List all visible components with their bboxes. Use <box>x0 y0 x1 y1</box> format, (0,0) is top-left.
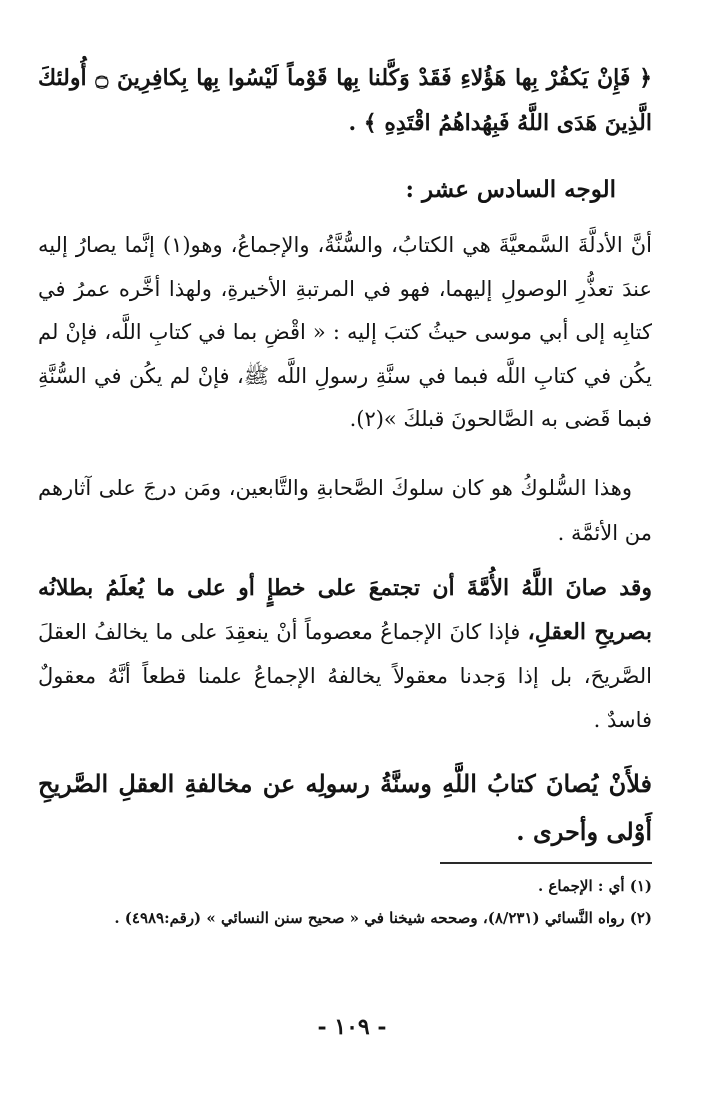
footnote-divider <box>440 862 652 864</box>
paragraph-evidence-order: أنَّ الأدلَّةَ السَّمعيَّةَ هي الكتابُ، والسُّنَّةُ، والإجماعُ، وهو(١) إنَّما يصارُ إليه عندَ تعذُّرِ الوصولِ إليهما، فهو في المرتبةِ الأخيرةِ، ولهذا أخَّره عمرُ في كتابِه إلى أبي موسى حيثُ كتبَ إليه : « اقْضِ بما في كتابِ اللَّه، فإنْ لم يكُن في كتابِ اللَّه فبما في سنَّةِ رسولِ اللَّه ﷺ، فإنْ لم يكُن في السُّنَّةِ فبما قَضى به الصَّالحونَ قبلكَ »(٢). <box>38 233 652 431</box>
footnote-2: (٢) رواه النَّسائي (٨/٢٣١)، وصححه شيخنا في « صحيح سنن النسائي » (رقم:٤٩٨٩) . <box>114 909 652 927</box>
paragraph-conclusion: فلأَنْ يُصانَ كتابُ اللَّهِ وسنَّةُ رسولِه عن مخالفةِ العقلِ الصَّريحِ أَوْلى وأحرى . <box>38 769 652 846</box>
page-number: - ١٠٩ - <box>317 1014 387 1040</box>
quran-verse: ﴿ فَإِنْ يَكفُرْ بِها هَؤُلاءِ فَقَدْ وَكَّلنا بِها قَوْماً لَيْسُوا بِها بِكافِرِينَ ۝ أُولئكَ الَّذِينَ هَدَى اللَّهُ فَبِهُداهُمُ اقْتَدِهِ ﴾ . <box>38 65 652 136</box>
section-heading: الوجه السادس عشر : <box>405 176 616 203</box>
paragraph-companions-way: وهذا السُّلوكُ هو كان سلوكَ الصَّحابةِ والتَّابعين، ومَن درجَ على آثارهم من الأئمَّة . <box>38 476 652 545</box>
footnote-1: (١) أي : الإجماع . <box>537 877 652 895</box>
paragraph-consensus-protected <box>38 566 652 742</box>
paragraph-consensus-bold-lead: وقد صانَ اللَّهُ الأُمَّةَ أن تجتمعَ على خطإٍ أو على ما يُعلَمُ بطلانُه بصريحِ العقلِ، <box>38 575 652 645</box>
paragraph-consensus-rest: فإذا كانَ الإجماعُ معصوماً أنْ ينعقِدَ على ما يخالفُ العقلَ الصَّريحَ، بل إذا وَجدنا معقولاً يخالفهُ الإجماعُ علمنا قطعاً أنَّهُ معقولٌ فاسدٌ . <box>38 620 652 732</box>
